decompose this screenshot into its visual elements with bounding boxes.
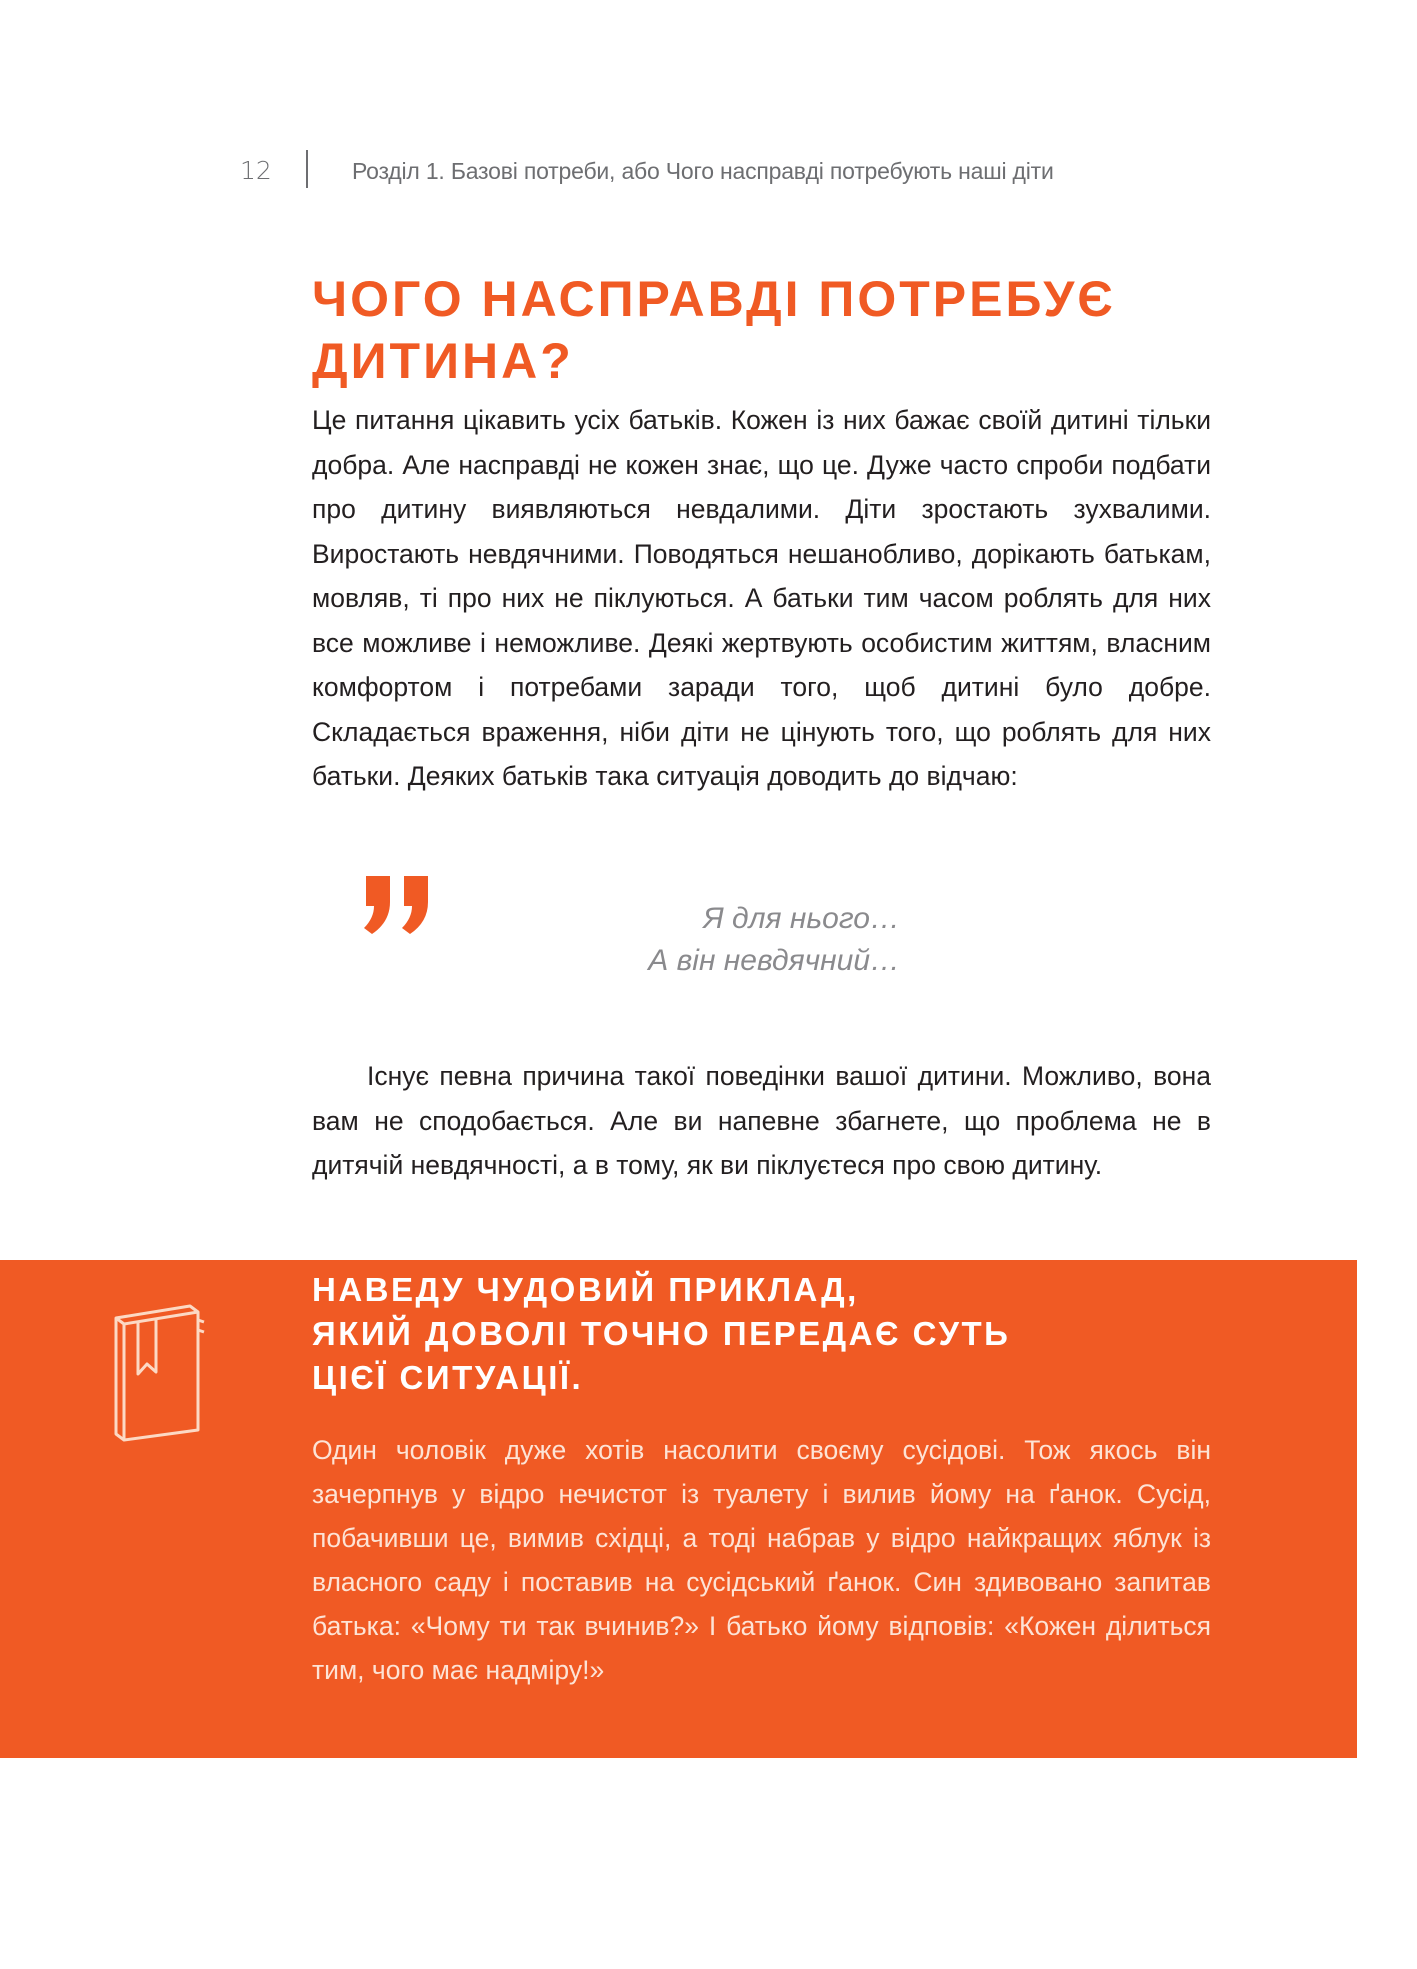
- example-box: [0, 1260, 1357, 1758]
- book-icon: [102, 1304, 208, 1442]
- example-heading-line-1: НАВЕДУ ЧУДОВИЙ ПРИКЛАД,: [312, 1271, 859, 1308]
- example-heading-line-3: ЦІЄЇ СИТУАЦІЇ.: [312, 1359, 584, 1396]
- quote-line-1: Я для нього…: [703, 902, 900, 935]
- example-story: Один чоловік дуже хотів насолити своєму сусідові. Тож якось він зачерпнув у відро нечистот із туалету і вилив йому на ґанок. Сусід, побачивши це, вимив східці, а тоді набрав у відро найкращих яблук із власного саду і поставив на сусідський ґанок. Син здивовано запитав батька: «Чому ти так вчинив?» І батько йому відповів: «Кожен ділиться тим, чого має надміру!»: [312, 1435, 1211, 1685]
- quote-mark-icon: [354, 868, 436, 968]
- example-heading-line-2: ЯКИЙ ДОВОЛІ ТОЧНО ПЕРЕДАЄ СУТЬ: [312, 1315, 1011, 1352]
- example-heading: [312, 1268, 1212, 1400]
- running-title: Розділ 1. Базові потреби, або Чого насправді потребують наші діти: [352, 158, 1054, 184]
- page-number: 12: [240, 156, 272, 185]
- explanation-paragraph: Існує певна причина такої поведінки вашої дитини. Можливо, вона вам не сподобається. Але ви напевне збагнете, що проблема не в дитячій невдячності, а в тому, як ви піклуєтеся про свою дитину.: [312, 1061, 1211, 1180]
- section-title: ЧОГО НАСПРАВДІ ПОТРЕБУЄ ДИТИНА?: [312, 271, 1116, 389]
- header-divider: [306, 150, 308, 188]
- pull-quote: [560, 898, 900, 982]
- quote-line-2: А він невдячний…: [648, 944, 900, 977]
- intro-paragraph: Це питання цікавить усіх батьків. Кожен із них бажає своїй дитині тільки добра. Але насправді не кожен знає, що це. Дуже часто спроби подбати про дитину виявляються невдалими. Діти зростають зухвалими. Виростають невдячними. Поводяться нешанобливо, дорікають батькам, мовляв, ті про них не піклуються. А батьки тим часом роблять для них все можливе і неможливе. Деякі жертвують особистим життям, власним комфортом і потребами заради того, щоб дитині було добре. Складається враження, ніби діти не цінують того, що роблять для них батьки. Деяких батьків така ситуація доводить до відчаю:: [312, 405, 1211, 791]
